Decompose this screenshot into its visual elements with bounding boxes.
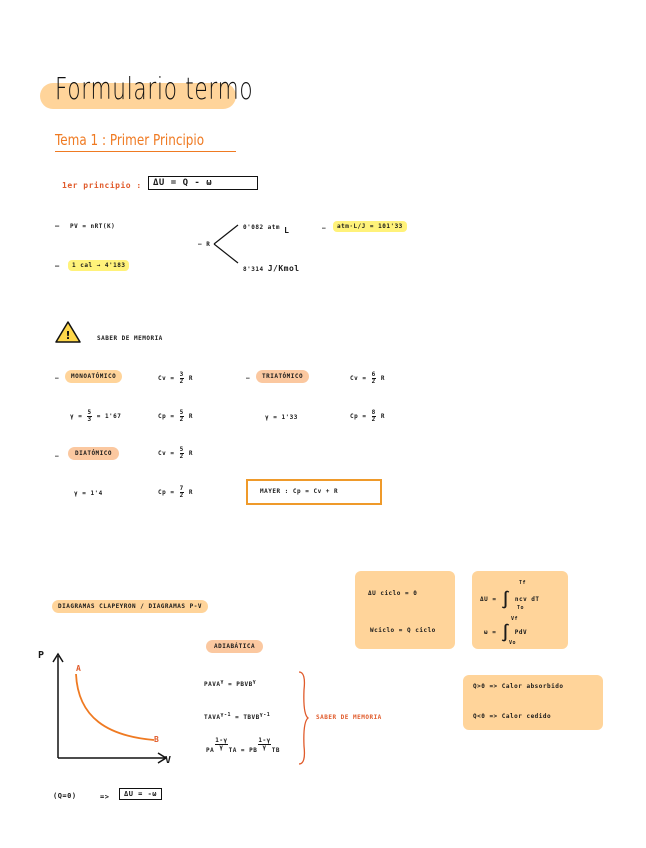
du-int-body: ncv dT	[514, 596, 540, 603]
warning-icon	[55, 320, 81, 344]
tri-cv-suffix: R	[380, 375, 385, 382]
w-integral	[484, 623, 527, 642]
page-title: Formulario termo	[55, 72, 254, 107]
mono-cp-prefix: Cp =	[158, 413, 175, 420]
du-int-lower: To	[517, 605, 525, 611]
q-negative: Q<0 => Calor cedido	[473, 713, 552, 720]
adiabatic-eq-2: $TAVA^{\gamma-1}$ = $TBVB^{\gamma-1}$	[204, 712, 271, 721]
cal-conversion: 1 cal → 4'183	[68, 260, 129, 271]
du-equals-minus-w: ΔU = -ω	[119, 788, 162, 800]
w-int-upper: Vf	[511, 616, 519, 622]
section-subtitle: Tema 1 : Primer Principio	[55, 131, 205, 149]
tri-cv-prefix: Cv =	[350, 375, 367, 382]
implies-arrow: =>	[100, 793, 110, 801]
ciclo-w: Wciclo = Q ciclo	[370, 627, 436, 634]
primer-principio-formula: ΔU = Q - ω	[148, 176, 258, 190]
du-int-prefix: ΔU =	[480, 596, 497, 603]
mono-cv-num: 3	[179, 371, 184, 378]
di-cp	[158, 486, 193, 499]
mono-cv	[158, 372, 193, 385]
exp-fraction: $\frac{1-\gamma}{\gamma}$	[258, 737, 271, 751]
integral-icon: ∫	[500, 590, 511, 609]
r-branch-lines	[212, 222, 242, 266]
exp-fraction: $\frac{1-\gamma}{\gamma}$	[215, 737, 228, 751]
pv-formula: PV = nRT(K)	[70, 223, 116, 230]
di-cp-den: 2	[179, 492, 184, 499]
mono-gamma-den: 3	[87, 416, 92, 423]
mono-cp-fraction	[180, 410, 184, 423]
di-cp-prefix: Cp =	[158, 489, 175, 496]
adiabatic-eq-1: $PAVA^\gamma$ = $PBVB^\gamma$	[204, 679, 257, 688]
mono-gamma	[70, 410, 121, 423]
di-gamma: γ = 1'4	[74, 490, 103, 497]
di-cp-fraction	[180, 486, 184, 499]
tri-gamma: γ = 1'33	[265, 414, 298, 421]
mono-cv-den: 2	[179, 378, 184, 385]
dash: –	[55, 453, 60, 460]
ciclo-du: ΔU ciclo = 0	[368, 590, 418, 597]
tri-cv-fraction	[372, 372, 376, 385]
w-int-body: PdV	[514, 629, 528, 636]
dash: –	[246, 375, 251, 382]
r-atm-sub: L	[284, 226, 290, 235]
r-conversion-note: atm·L/J = 101'33	[333, 221, 407, 232]
r-constant-label: – R	[198, 241, 211, 248]
mono-cp-den: 2	[179, 416, 184, 423]
subtitle-underline	[55, 151, 236, 152]
q-positive: Q>0 => Calor absorbido	[473, 683, 564, 690]
warning-label: SABER DE MEMORIA	[97, 335, 163, 342]
pv-diagram	[38, 648, 178, 773]
adiabatic-eq-3: PA $\frac{1-\gamma}{\gamma}$ TA = PB $\frac{1-\gamma}{\gamma}$ TB	[206, 737, 280, 754]
dash: –	[322, 225, 327, 232]
r-atm-text: 0'082 atm	[243, 224, 281, 231]
point-a-label: A	[76, 664, 82, 673]
r-value-atm	[243, 222, 290, 235]
dash: –	[55, 222, 60, 230]
di-cv-num: 5	[179, 446, 184, 453]
curly-brace-icon	[296, 670, 310, 766]
w-int-lower: Vo	[509, 640, 517, 646]
r-letter: R	[206, 241, 211, 248]
di-cv-suffix: R	[188, 450, 193, 457]
mayer-box: MAYER : Cp = Cv + R	[246, 479, 382, 505]
mono-gamma-num: 5	[87, 409, 92, 416]
tri-cv-den: 2	[371, 378, 376, 385]
tri-cv-num: 6	[371, 371, 376, 378]
mono-cv-fraction	[180, 372, 184, 385]
tri-cp-fraction	[372, 410, 376, 423]
mono-cv-prefix: Cv =	[158, 375, 175, 382]
mono-gamma-suffix: = 1'67	[96, 413, 122, 420]
di-cp-suffix: R	[188, 489, 193, 496]
q-zero: (Q=0)	[53, 792, 77, 800]
tri-cp-prefix: Cp =	[350, 413, 367, 420]
di-cv-prefix: Cv =	[158, 450, 175, 457]
r-j-text: 8'314	[243, 266, 264, 273]
primer-principio-label: 1er principio :	[62, 181, 142, 190]
dash: –	[55, 375, 60, 382]
r-value-j	[243, 264, 300, 273]
r-j-unit: J/Kmol	[267, 264, 300, 273]
saber-memoria-note: SABER DE MEMORIA	[316, 714, 382, 721]
di-cp-num: 7	[179, 485, 184, 492]
di-cv-den: 2	[179, 453, 184, 460]
mono-gamma-prefix: γ =	[70, 413, 83, 420]
di-cv-fraction	[180, 447, 184, 460]
monoatomico-label: MONOATÓMICO	[65, 370, 122, 383]
mono-gamma-fraction	[87, 410, 91, 423]
integral-icon: ∫	[500, 623, 511, 642]
diagramas-heading: DIAGRAMAS CLAPEYRON / DIAGRAMAS P-V	[52, 600, 208, 613]
tri-cp	[350, 410, 385, 423]
mono-cp	[158, 410, 193, 423]
du-integral	[480, 590, 540, 609]
tri-cp-suffix: R	[380, 413, 385, 420]
tri-cp-den: 2	[371, 416, 376, 423]
adiabatica-label: ADIABÁTICA	[206, 640, 263, 653]
mono-cp-num: 5	[179, 409, 184, 416]
axis-p-label: P	[38, 650, 45, 661]
tri-cp-num: 8	[371, 409, 376, 416]
svg-text:!: !	[65, 329, 71, 342]
triatomico-label: TRIATÓMICO	[256, 370, 309, 383]
mono-cp-suffix: R	[188, 413, 193, 420]
du-int-upper: Tf	[519, 580, 527, 586]
di-cv	[158, 447, 193, 460]
diatomico-label: DIATÓMICO	[68, 447, 119, 460]
dash: –	[55, 262, 60, 270]
tri-cv	[350, 372, 385, 385]
ciclo-card	[355, 571, 455, 649]
point-b-label: B	[154, 735, 160, 744]
mono-cv-suffix: R	[188, 375, 193, 382]
w-int-prefix: ω =	[484, 629, 497, 636]
axis-v-label: V	[165, 755, 172, 766]
